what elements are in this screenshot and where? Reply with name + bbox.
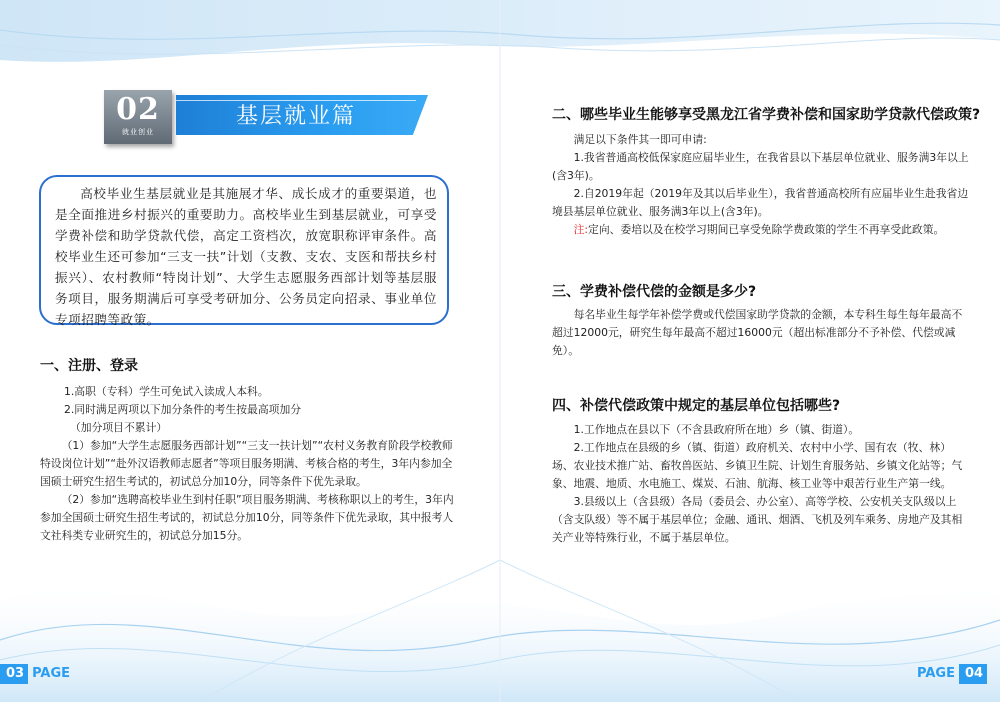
section2-item-2: 2.自2019年起（2019年及其以后毕业生），我省普通高校所有应届毕业生赴我省边境县基层单位就业、服务满3年以上(含3年)。 <box>552 187 969 218</box>
section2-item-1: 1.我省普通高校低保家庭应届毕业生，在我省县以下基层单位就业、服务满3年以上(含3年)。 <box>552 151 969 182</box>
section3-body <box>552 306 972 360</box>
badge-number: 02 <box>116 92 160 127</box>
section4-item-1: 1.工作地点在县以下（不含县政府所在地）乡（镇、街道）。 <box>573 423 860 436</box>
section2-title: 二、哪些毕业生能够享受黑龙江省学费补偿和国家助学贷款代偿政策? <box>552 107 981 123</box>
section1-title: 一、注册、登录 <box>40 358 138 374</box>
page-title: 基层就业篇 <box>235 104 356 129</box>
page-number: 04 <box>959 664 987 684</box>
section1-line-5: （2）参加“选聘高校毕业生到村任职”项目服务期满、考核称职以上的考生，3年内参加全国硕士研究生招生考试的，初试总分加10分，同等条件下优先录取，其中报考人文社科类专业研究生的，初试总分加15分。 <box>40 493 454 542</box>
page-number: 03 <box>0 664 28 684</box>
note-label: 注: <box>573 223 589 236</box>
section4-body <box>552 421 972 547</box>
section2-note <box>552 221 972 239</box>
footer-left <box>0 664 74 684</box>
badge-subtitle: 就业创业 <box>122 128 154 136</box>
section4-item-3: 3.县级以上（含县级）各局（委员会、办公室）、高等学校、公安机关支队级以上（含支队级）等不属于基层单位；金融、通讯、烟酒、飞机及列车乘务、房地产及其相关产业等特殊行业，不属于基层单位。 <box>552 495 963 544</box>
section1-line-1: 1.高职（专科）学生可免试入读成人本科。 <box>64 385 269 398</box>
note-text: 定向、委培以及在校学习期间已享受免除学费政策的学生不再享受此政策。 <box>588 223 945 236</box>
section3-text: 每名毕业生每学年补偿学费或代偿国家助学贷款的金额，本专科生每生每年最高不超过12000元，研究生每年最高不超过16000元（超出标准部分不予补偿、代偿或减免）。 <box>552 308 963 357</box>
section1-line-3: （加分项目不累计） <box>70 421 168 434</box>
section4-item-2: 2.工作地点在县级的乡（镇、街道）政府机关、农村中小学、国有农（牧、林）场、农业技术推广站、畜牧兽医站、乡镇卫生院、计划生育服务站、乡镇文化站等；气象、地震、地质、水电施工、煤炭、石油、航海、核工业等中艰苦行业生产第一线。 <box>552 441 963 490</box>
section2-body <box>552 131 972 239</box>
intro-box <box>39 175 449 325</box>
section2-intro: 满足以下条件其一即可申请: <box>573 133 707 146</box>
section1-line-4: （1）参加“大学生志愿服务西部计划”“三支一扶计划”“农村义务教育阶段学校教师特设岗位计划”“赴外汉语教师志愿者”等项目服务期满、考核合格的考生，3年内参加全国硕士研究生招生考试的，初试总分加10分，同等条件下优先录取。 <box>40 439 453 488</box>
section-number-badge <box>104 90 172 144</box>
page-label: PAGE <box>32 666 71 681</box>
footer-right <box>913 664 987 684</box>
intro-text: 高校毕业生基层就业是其施展才华、成长成才的重要渠道，也是全面推进乡村振兴的重要助力。高校毕业生到基层就业，可享受学费补偿和助学贷款代偿，高定工资档次，放宽职称评审条件。高校毕业生还可参加“三支一扶”计划（支教、支农、支医和帮扶乡村振兴）、农村教师“特岗计划”、大学生志愿服务西部计划等基层服务项目，服务期满后可享受考研加分、公务员定向招录、事业单位专项招聘等政策。 <box>55 186 437 327</box>
right-page <box>500 0 1000 702</box>
section3-title: 三、学费补偿代偿的金额是多少? <box>552 284 757 300</box>
page-label: PAGE <box>917 666 955 681</box>
section1-line-2: 2.同时满足两项以下加分条件的考生按最高项加分 <box>64 403 302 416</box>
section4-title: 四、补偿代偿政策中规定的基层单位包括哪些? <box>552 398 841 414</box>
section1-body <box>40 383 460 545</box>
